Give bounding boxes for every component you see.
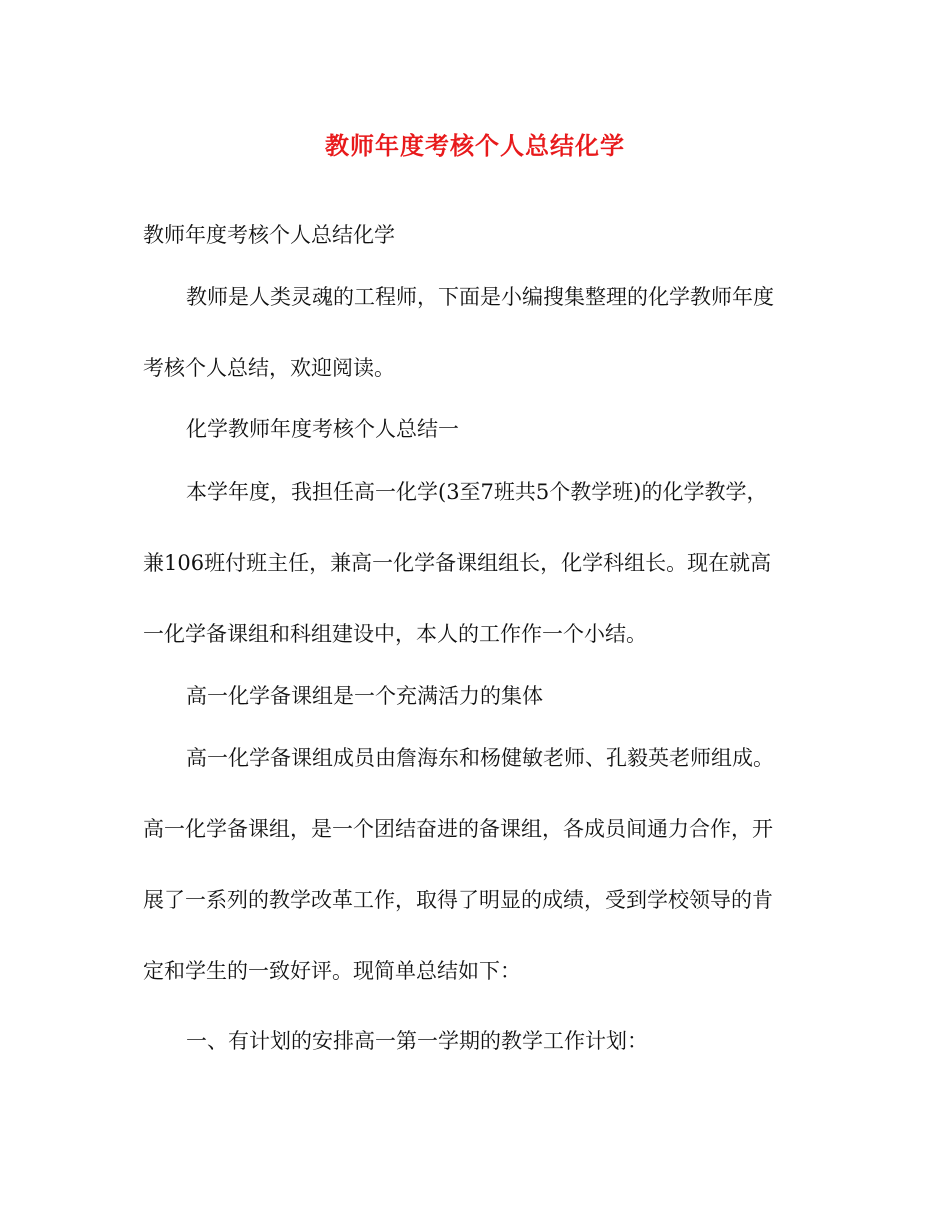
section-heading: 高一化学备课组是一个充满活力的集体 bbox=[186, 684, 543, 708]
section-heading: 化学教师年度考核个人总结一 bbox=[186, 417, 459, 441]
paragraph-line: 本学年度，我担任高一化学(3至7班共5个教学班)的化学教学， bbox=[186, 480, 768, 504]
document-title: 教师年度考核个人总结化学 bbox=[325, 131, 625, 160]
paragraph-line: 高一化学备课组成员由詹海东和杨健敏老师、孔毅英老师组成。 bbox=[186, 746, 774, 770]
paragraph-line: 定和学生的一致好评。现简单总结如下： bbox=[143, 959, 521, 983]
paragraph-line: 高一化学备课组，是一个团结奋进的备课组，各成员间通力合作，开 bbox=[143, 817, 773, 841]
section-heading: 一、有计划的安排高一第一学期的教学工作计划： bbox=[186, 1029, 648, 1053]
paragraph-line: 考核个人总结，欢迎阅读。 bbox=[143, 356, 395, 380]
paragraph-line: 教师是人类灵魂的工程师，下面是小编搜集整理的化学教师年度 bbox=[186, 285, 774, 309]
paragraph-line: 兼106班付班主任，兼高一化学备课组组长，化学科组长。现在就高 bbox=[143, 551, 772, 575]
paragraph-line: 一化学备课组和科组建设中，本人的工作作一个小结。 bbox=[143, 622, 647, 646]
subtitle-line: 教师年度考核个人总结化学 bbox=[143, 223, 395, 247]
paragraph-line: 展了一系列的教学改革工作，取得了明显的成绩，受到学校领导的肯 bbox=[143, 888, 773, 912]
